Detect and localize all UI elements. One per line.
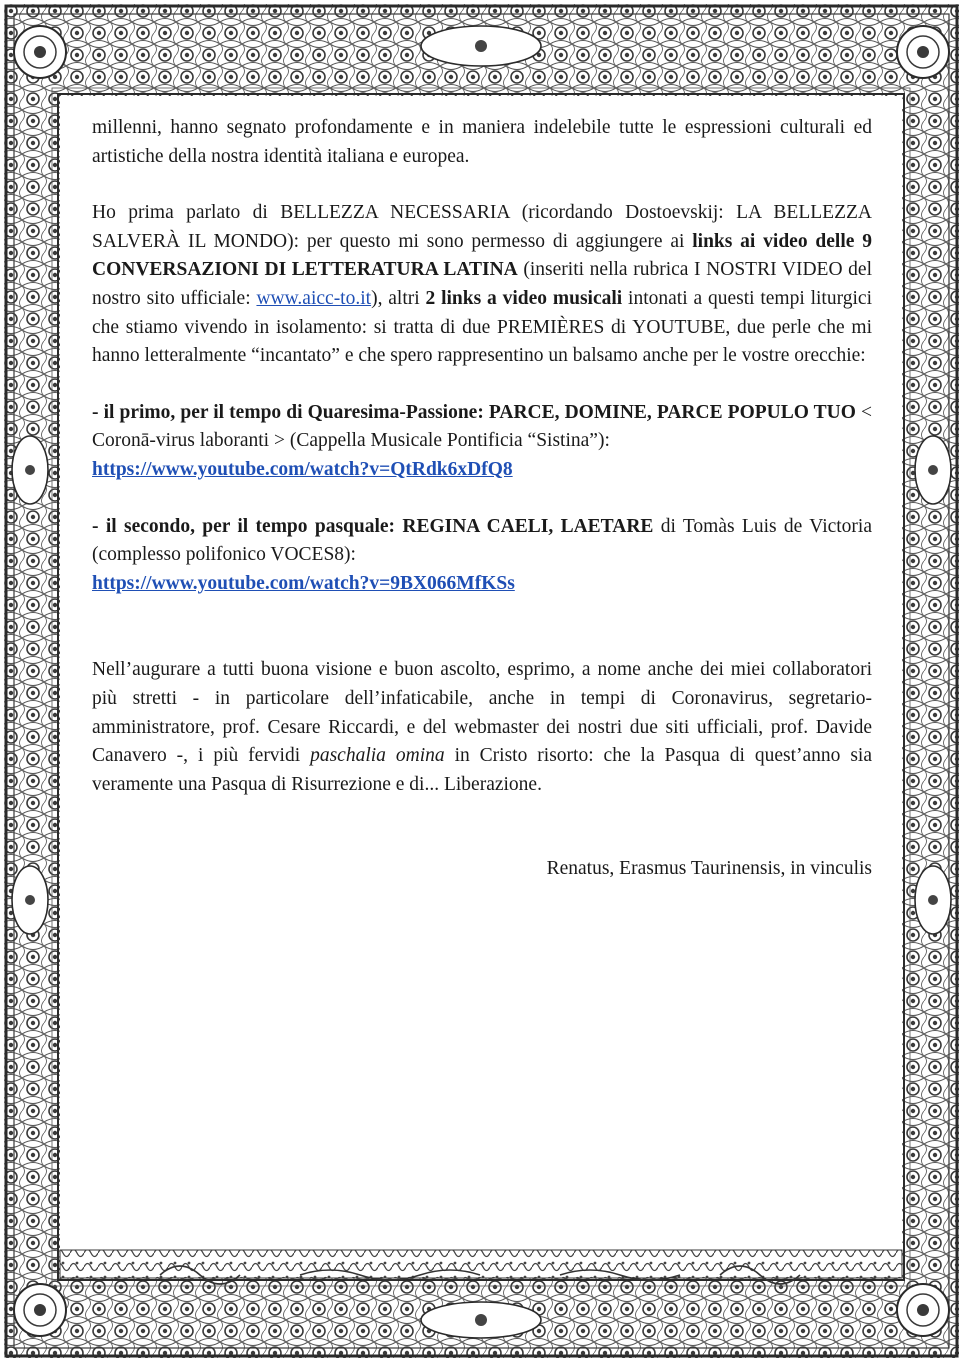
paragraph-closing: Nell’augurare a tutti buona visione e buon ascolto, esprimo, a nome anche dei miei collaboratori più stretti - in particolare dell’infaticabile, anche in tempi di Coronavirus, segretario-amministratore, prof. Cesare Riccardi, e del webmaster dei nostri due siti ufficiali, prof. Davide Canavero -, i più fervidi paschalia omina in Cristo risorto: che la Pasqua di quest’anno sia veramente una Pasqua di Risurrezione e di... Liberazione.: [92, 659, 872, 795]
paragraph-bellezza: Ho prima parlato di BELLEZZA NECESSARIA (ricordando Dostoevskij: LA BELLEZZA SALVERÀ IL MONDO): per questo mi sono permesso di aggiungere ai links ai video delle 9 CONVERSAZIONI DI LETTERATURA LATINA (inseriti nella rubrica I NOSTRI VIDEO del nostro sito ufficiale: www.aicc-to.it), altri 2 links a video musicali intonati a questi tempi liturgici che stiamo vivendo in isolamento: si tratta di due PREMIÈRES di YOUTUBE, due perle che mi hanno letteralmente “incantato” e che spero rappresentino un balsamo anche per le vostre orecchie:: [92, 202, 872, 367]
signature: Renatus, Erasmus Taurinensis, in vinculis: [546, 858, 872, 880]
letter-body: [92, 114, 872, 884]
youtube-link-second[interactable]: https://www.youtube.com/watch?v=9BX066MfKSs: [92, 572, 515, 594]
list-item-second: - il secondo, per il tempo pasquale: REGINA CAELI, LAETARE di Tomàs Luis de Victoria (complesso polifonico VOCES8): https://www.youtube.com/watch?v=9BX066MfKSs: [92, 515, 872, 594]
bold-links-conversazioni: links ai video delle 9 CONVERSAZIONI DI LETTERATURA LATINA: [92, 230, 872, 281]
paragraph-intro: millenni, hanno segnato profondamente e in maniera indelebile tutte le espressioni culturali ed artistiche della nostra identità italiana e europea.: [92, 117, 872, 167]
youtube-link-first[interactable]: https://www.youtube.com/watch?v=QtRdk6xDfQ8: [92, 458, 513, 480]
list-item-first: - il primo, per il tempo di Quaresima-Passione: PARCE, DOMINE, PARCE POPULO TUO < Coronā-virus laboranti > (Cappella Musicale Pontificia “Sistina”): https://www.youtube.com/watch?v=QtRdk6xDfQ8: [92, 401, 873, 480]
bold-links-musicali: 2 links a video musicali: [425, 287, 623, 309]
site-link[interactable]: www.aicc-to.it: [256, 287, 372, 309]
